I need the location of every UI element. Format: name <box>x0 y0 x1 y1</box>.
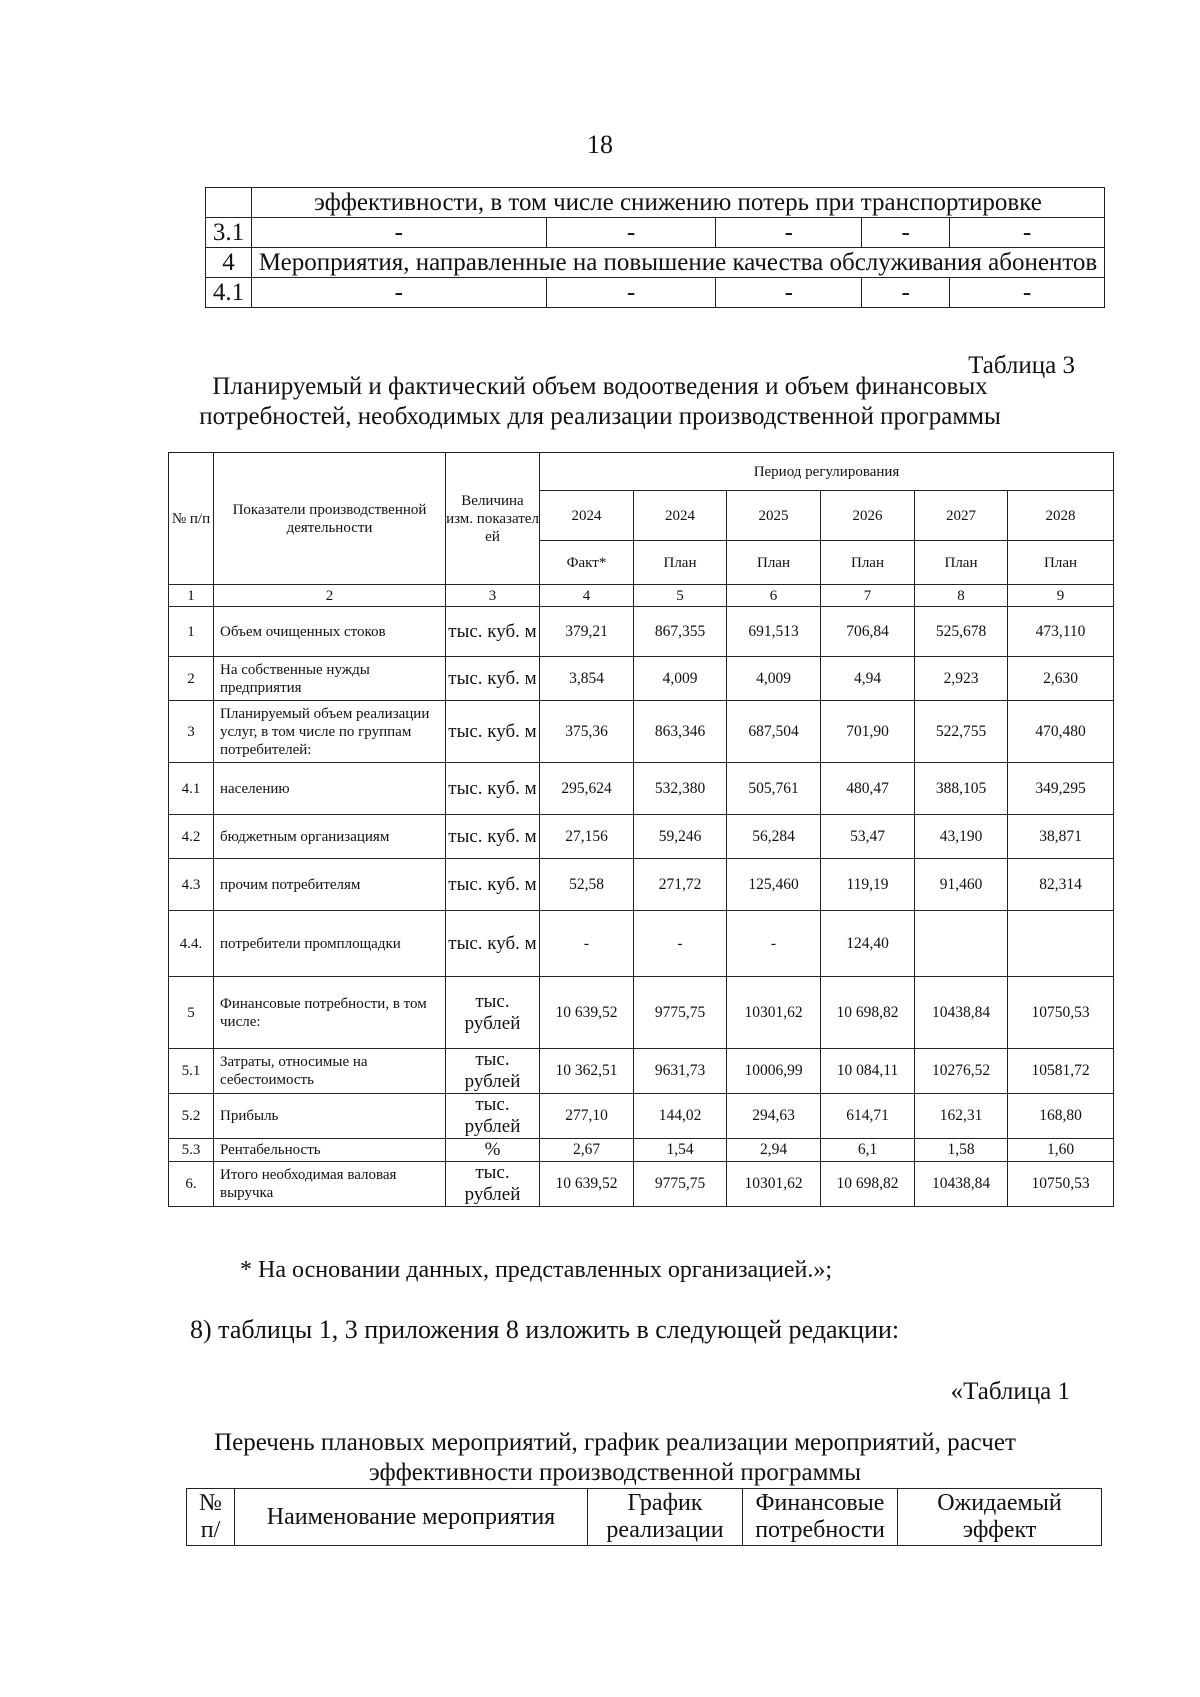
table3-title: Планируемый и фактический объем водоотведения и объем финансовых потребностей, необходимых для реализации производственной программы <box>199 373 1001 430</box>
row-value: 295,624 <box>540 763 634 815</box>
row-value: 10 362,51 <box>540 1049 634 1094</box>
table3 <box>168 452 1114 1207</box>
row-unit: % <box>446 1139 540 1162</box>
table-row <box>169 977 1114 1049</box>
column-number-row: 1 2 3 4 5 6 7 8 9 <box>169 585 1114 607</box>
row-value: 10581,72 <box>1008 1049 1114 1094</box>
row-value: 473,110 <box>1008 607 1114 657</box>
row-indicator: Прибыль <box>214 1094 446 1139</box>
row-value: 1,58 <box>915 1139 1008 1162</box>
table-row <box>169 1162 1114 1207</box>
table1-header <box>186 1488 1102 1546</box>
row-indicator: На собственные нужды предприятия <box>214 657 446 701</box>
row-value: 10276,52 <box>915 1049 1008 1094</box>
row-indicator: населению <box>214 763 446 815</box>
row-unit: тыс. куб. м <box>446 607 540 657</box>
row-unit: тыс. куб. м <box>446 815 540 859</box>
row-number: 4.4. <box>169 911 214 977</box>
row-value: 43,190 <box>915 815 1008 859</box>
row-value: 9775,75 <box>634 1162 727 1207</box>
row-indicator: Затраты, относимые на себестоимость <box>214 1049 446 1094</box>
row-indicator: Планируемый объем реализации услуг, в том числе по группам потребителей: <box>214 701 446 763</box>
row-indicator: Финансовые потребности, в том числе: <box>214 977 446 1049</box>
row-value: 10 698,82 <box>821 977 915 1049</box>
row-value: 9775,75 <box>634 977 727 1049</box>
row-value: 38,871 <box>1008 815 1114 859</box>
row-value: 144,02 <box>634 1094 727 1139</box>
row-value: 349,295 <box>1008 763 1114 815</box>
row-value: 52,58 <box>540 859 634 911</box>
row-value: 10 698,82 <box>821 1162 915 1207</box>
row-number: 3 <box>169 701 214 763</box>
row-value: 10750,53 <box>1008 1162 1114 1207</box>
header-period: Период регулирования <box>540 453 1114 491</box>
row-value: 480,47 <box>821 763 915 815</box>
row-number: 4.2 <box>169 815 214 859</box>
row-value: 470,480 <box>1008 701 1114 763</box>
row-value: 388,105 <box>915 763 1008 815</box>
row-value: 53,47 <box>821 815 915 859</box>
row-value: 701,90 <box>821 701 915 763</box>
table-row: 4.1 - - - - - <box>206 278 1105 308</box>
row-value: 691,513 <box>727 607 821 657</box>
row-value: 10438,84 <box>915 977 1008 1049</box>
row-value: 10006,99 <box>727 1049 821 1094</box>
table1-label: «Таблица 1 <box>950 1378 1070 1405</box>
row-value: 1,54 <box>634 1139 727 1162</box>
row-value <box>915 911 1008 977</box>
row-number: 5.2 <box>169 1094 214 1139</box>
row-value: 505,761 <box>727 763 821 815</box>
table-row <box>169 701 1114 763</box>
table-header-row <box>169 453 1114 491</box>
row-value: 3,854 <box>540 657 634 701</box>
row-unit: тыс. рублей <box>446 977 540 1049</box>
row-value: 10 639,52 <box>540 1162 634 1207</box>
row-value: 532,380 <box>634 763 727 815</box>
row-value: 10750,53 <box>1008 977 1114 1049</box>
row-value: 277,10 <box>540 1094 634 1139</box>
row-value: 56,284 <box>727 815 821 859</box>
table-row <box>169 1094 1114 1139</box>
table-row <box>169 1049 1114 1094</box>
row-value: 4,94 <box>821 657 915 701</box>
row-unit: тыс. рублей <box>446 1094 540 1139</box>
row-value: 125,460 <box>727 859 821 911</box>
row-unit: тыс. рублей <box>446 1049 540 1094</box>
row-value: 1,60 <box>1008 1139 1114 1162</box>
row-value: 863,346 <box>634 701 727 763</box>
footnote: * На основании данных, представленных организацией.»; <box>240 1257 833 1283</box>
row-indicator: Итого необходимая валовая выручка <box>214 1162 446 1207</box>
row-value: 168,80 <box>1008 1094 1114 1139</box>
row-value: - <box>727 911 821 977</box>
row-indicator: бюджетным организациям <box>214 815 446 859</box>
row-value: - <box>540 911 634 977</box>
table-row <box>169 815 1114 859</box>
row-unit: тыс. рублей <box>446 1162 540 1207</box>
table-row <box>169 657 1114 701</box>
page-number: 18 <box>587 130 613 159</box>
row-value: 6,1 <box>821 1139 915 1162</box>
row-value: 9631,73 <box>634 1049 727 1094</box>
row-value: 614,71 <box>821 1094 915 1139</box>
table-header-row: 2024 2024 2025 2026 2027 2028 <box>169 491 1114 541</box>
table-row: 3.1 - - - - - <box>206 218 1105 248</box>
row-value: 2,630 <box>1008 657 1114 701</box>
row-unit: тыс. куб. м <box>446 763 540 815</box>
row-number: 1 <box>169 607 214 657</box>
row-number: 4.3 <box>169 859 214 911</box>
row-unit: тыс. куб. м <box>446 701 540 763</box>
row-value: 687,504 <box>727 701 821 763</box>
row-value: 10301,62 <box>727 977 821 1049</box>
row-value: 375,36 <box>540 701 634 763</box>
row-indicator: Рентабельность <box>214 1139 446 1162</box>
row-value: 59,246 <box>634 815 727 859</box>
row-value: 2,67 <box>540 1139 634 1162</box>
row-value: 27,156 <box>540 815 634 859</box>
row-header: эффективности, в том числе снижению потерь при транспортировке <box>251 188 1104 218</box>
row-value: 124,40 <box>821 911 915 977</box>
header-indicator: Показатели производственной деятельности <box>214 453 446 585</box>
row-value: 706,84 <box>821 607 915 657</box>
row-value: 522,755 <box>915 701 1008 763</box>
amendment-paragraph: 8) таблицы 1, 3 приложения 8 изложить в следующей редакции: <box>190 1315 900 1344</box>
row-number: 4.1 <box>169 763 214 815</box>
row-value: 10 639,52 <box>540 977 634 1049</box>
row-indicator: прочим потребителям <box>214 859 446 911</box>
table-header-row: Факт* План План План План План <box>169 541 1114 585</box>
row-value: 10 084,11 <box>821 1049 915 1094</box>
header-num: № п/п <box>169 453 214 585</box>
row-number: 5 <box>169 977 214 1049</box>
row-number: 5.1 <box>169 1049 214 1094</box>
table-row <box>169 763 1114 815</box>
row-number: 6. <box>169 1162 214 1207</box>
row-unit: тыс. куб. м <box>446 911 540 977</box>
table-header-row: № п/ Наименование мероприятия График реализации Финансовые потребности Ожидаемый эффект <box>187 1489 1102 1546</box>
row-unit: тыс. куб. м <box>446 657 540 701</box>
row-value: 867,355 <box>634 607 727 657</box>
table3-label: Таблица 3 <box>968 352 1075 379</box>
row-indicator: потребители промплощадки <box>214 911 446 977</box>
row-value: 82,314 <box>1008 859 1114 911</box>
row-value: 162,31 <box>915 1094 1008 1139</box>
row-value: - <box>634 911 727 977</box>
row-number: 2 <box>169 657 214 701</box>
row-value: 91,460 <box>915 859 1008 911</box>
table-row <box>169 859 1114 911</box>
table1-title: Перечень плановых мероприятий, график реализации мероприятий, расчет эффективности производственной программы <box>214 1429 1016 1486</box>
row-value <box>1008 911 1114 977</box>
row-value: 4,009 <box>634 657 727 701</box>
row-value: 294,63 <box>727 1094 821 1139</box>
row-number: 5.3 <box>169 1139 214 1162</box>
table-row <box>206 188 1105 218</box>
row-unit: тыс. куб. м <box>446 859 540 911</box>
table-row <box>169 607 1114 657</box>
row-value: 10438,84 <box>915 1162 1008 1207</box>
row-value: 2,923 <box>915 657 1008 701</box>
continuation-table <box>205 187 1105 308</box>
row-value: 4,009 <box>727 657 821 701</box>
header-unit: Величина изм. показател ей <box>446 453 540 585</box>
row-value: 2,94 <box>727 1139 821 1162</box>
row-value: 271,72 <box>634 859 727 911</box>
row-value: 10301,62 <box>727 1162 821 1207</box>
table-row <box>169 911 1114 977</box>
row-value: 525,678 <box>915 607 1008 657</box>
table-row: 4 Мероприятия, направленные на повышение качества обслуживания абонентов <box>206 248 1105 278</box>
row-indicator: Объем очищенных стоков <box>214 607 446 657</box>
row-value: 119,19 <box>821 859 915 911</box>
table-row <box>169 1139 1114 1162</box>
row-value: 379,21 <box>540 607 634 657</box>
